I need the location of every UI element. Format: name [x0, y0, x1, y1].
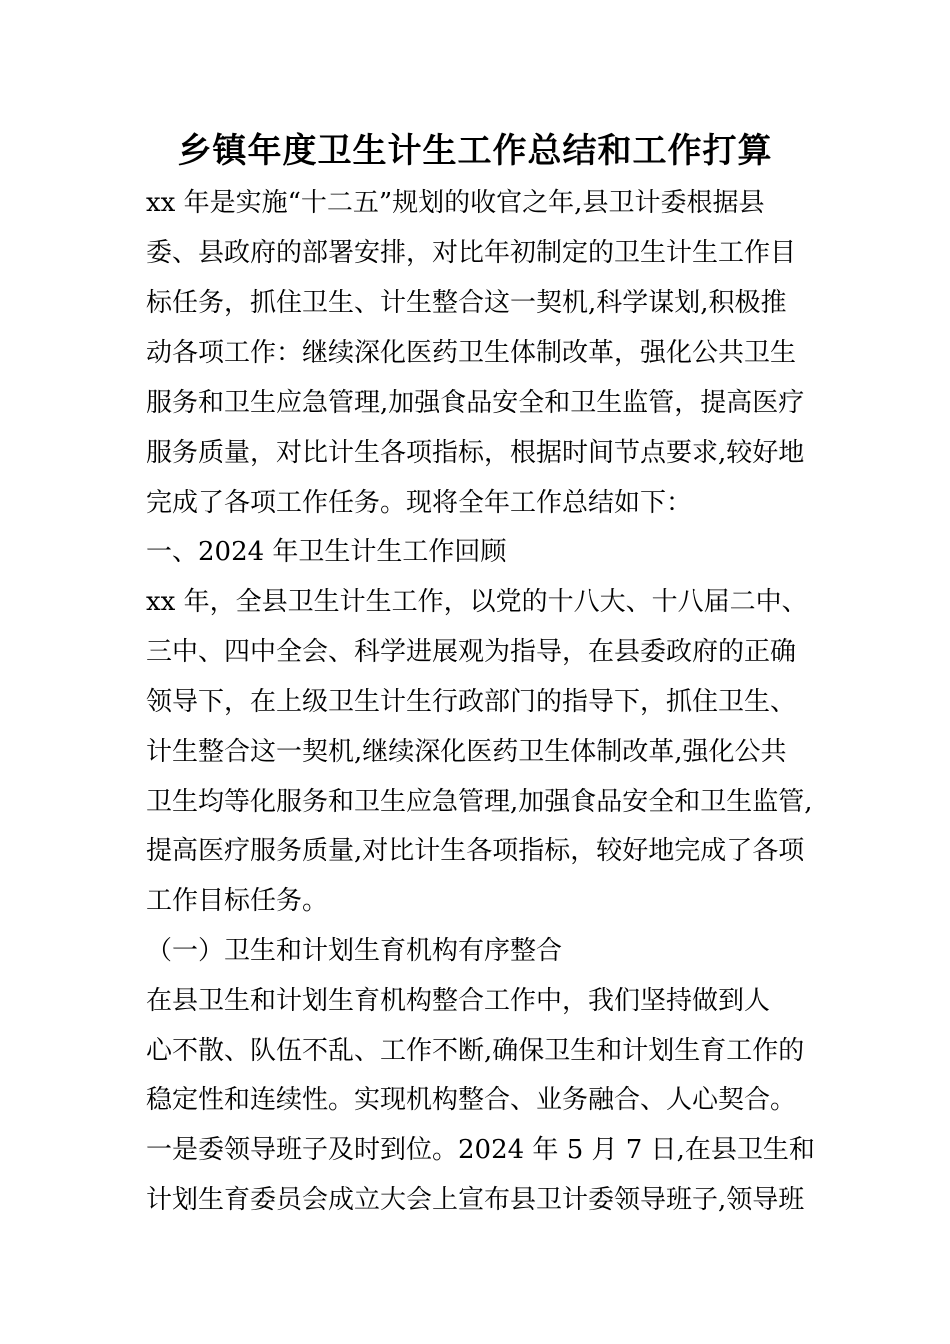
body-line-8: xx 年，全县卫生计生工作，以党的十八大、十八届二中、 — [146, 587, 808, 617]
body-line-12: 卫生均等化服务和卫生应急管理,加强食品安全和卫生监管, — [146, 787, 813, 817]
body-line-16: 心不散、队伍不乱、工作不断,确保卫生和计划生育工作的 — [146, 1036, 805, 1066]
body-line-5: 服务和卫生应急管理,加强食品安全和卫生监管，提高医疗 — [146, 388, 805, 418]
body-line-10: 领导下，在上级卫生计生行政部门的指导下，抓住卫生、 — [146, 687, 797, 717]
body-line-7: 完成了各项工作任务。现将全年工作总结如下： — [146, 488, 693, 518]
body-line-13: 提高医疗服务质量,对比计生各项指标，较好地完成了各项 — [146, 836, 805, 866]
body-line-14: 工作目标任务。 — [146, 886, 329, 916]
section-heading-1: 一、2024 年卫生计生工作回顾 — [146, 537, 507, 567]
document-title: 乡镇年度卫生计生工作总结和工作打算 — [177, 131, 773, 171]
body-line-3: 标任务，抓住卫生、计生整合这一契机,科学谋划,积极推 — [146, 288, 787, 318]
body-line-19: 计划生育委员会成立大会上宣布县卫计委领导班子,领导班 — [146, 1185, 805, 1215]
body-line-9: 三中、四中全会、科学进展观为指导，在县委政府的正确 — [146, 637, 797, 667]
body-line-15: 在县卫生和计划生育机构整合工作中，我们坚持做到人 — [146, 986, 771, 1016]
body-line-6: 服务质量，对比计生各项指标，根据时间节点要求,较好地 — [146, 438, 805, 468]
body-line-1: xx 年是实施“十二五”规划的收官之年,县卫计委根据县 — [146, 188, 765, 218]
body-line-18: 一是委领导班子及时到位。2024 年 5 月 7 日,在县卫生和 — [146, 1135, 815, 1165]
body-line-2: 委、县政府的部署安排，对比年初制定的卫生计生工作目 — [146, 238, 797, 268]
body-line-4: 动各项工作：继续深化医药卫生体制改革，强化公共卫生 — [146, 338, 797, 368]
body-line-17: 稳定性和连续性。实现机构整合、业务融合、人心契合。 — [146, 1085, 797, 1115]
subsection-heading-1: （一）卫生和计划生育机构有序整合 — [146, 936, 563, 966]
body-line-11: 计生整合这一契机,继续深化医药卫生体制改革,强化公共 — [146, 737, 787, 767]
